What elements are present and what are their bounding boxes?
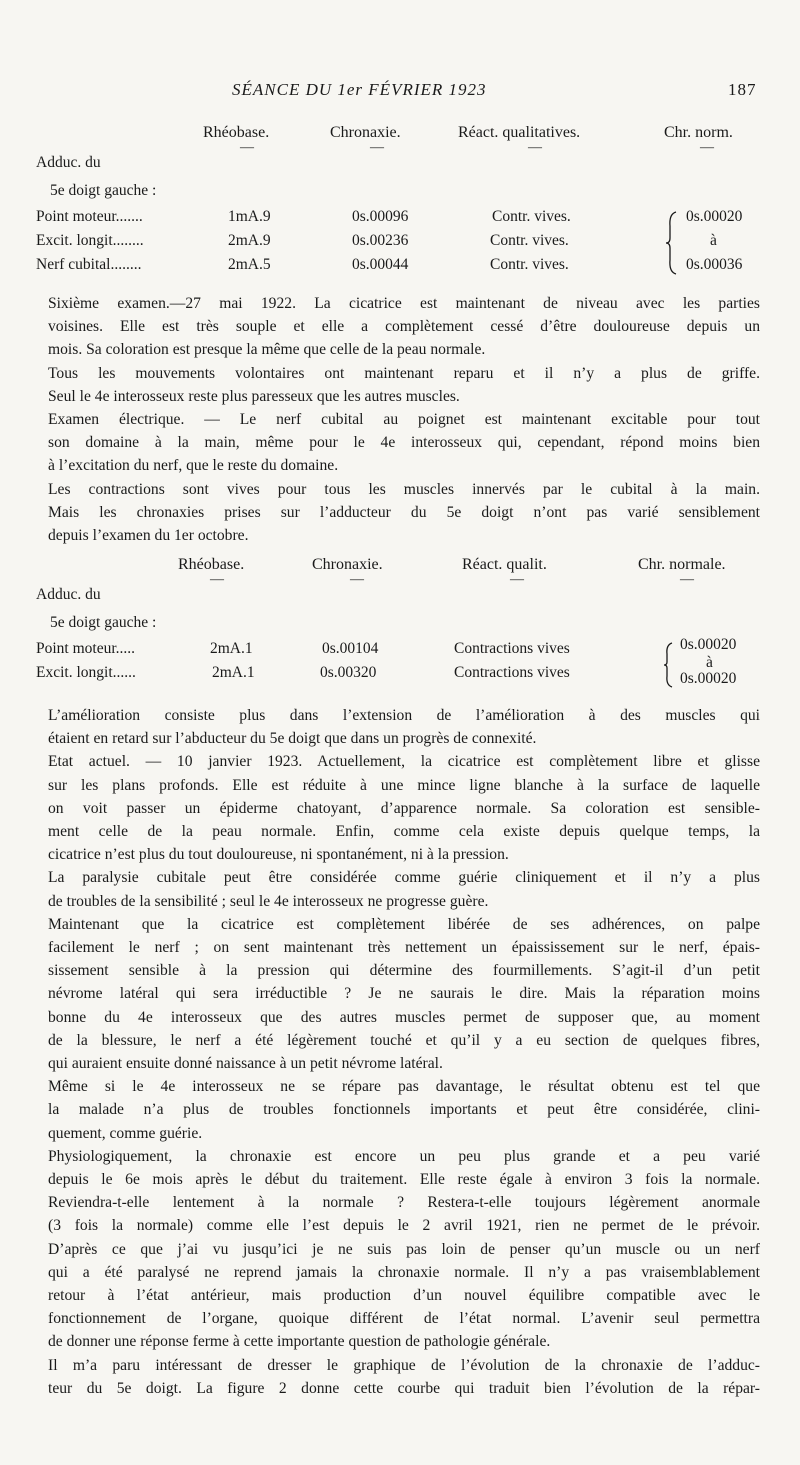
text-line: sissement sensible à la pression qui détermine des fourmillements. S’agit-il d’un petit xyxy=(48,962,760,980)
row-label: Point moteur..... xyxy=(36,640,136,657)
text-line: depuis le 6e mois après le début du traitement. Elle reste égale à environ 3 fois la normale. xyxy=(48,1170,760,1188)
text-line: névrome latéral qui sera irréductible ? Je ne saurais le dire. Mais la réparation moins xyxy=(48,985,760,1003)
cell-reaction: Contr. vives. xyxy=(492,208,571,225)
col-dash: — xyxy=(528,140,542,155)
col-header-rheobase: Rhéobase. xyxy=(178,556,245,573)
page-number: 187 xyxy=(728,80,757,99)
text-line: quement, comme guérie. xyxy=(48,1124,203,1142)
text-line: cicatrice n’est plus du tout douloureuse, ni spontanément, ni à la pression. xyxy=(48,846,509,864)
paragraph-maintenant xyxy=(48,913,760,1075)
text-line: Etat actuel. — 10 janvier 1923. Actuellement, la cicatrice est complètement libre et glisse xyxy=(48,753,760,771)
cell-reaction: Contractions vives xyxy=(454,640,570,657)
col-header-rheobase: Rhéobase. xyxy=(203,124,270,141)
col-header-reaction: Réact. qualitatives. xyxy=(458,124,581,141)
paragraph-examen-electrique xyxy=(48,408,760,478)
text-line: ment celle de la peau normale. Enfin, comme cela existe depuis quelque temps, la xyxy=(48,822,760,840)
col-dash: — xyxy=(680,572,694,587)
paragraph-graphique xyxy=(48,1354,760,1400)
text-line: teur du 5e doigt. La figure 2 donne cette courbe qui traduit bien l’évolution de la répar- xyxy=(48,1379,760,1397)
text-line: La paralysie cubitale peut être considérée comme guérie cliniquement et il n’y a plus xyxy=(48,869,760,887)
norm-mid: à xyxy=(706,654,713,671)
row-label: Point moteur....... xyxy=(36,208,143,225)
text-line: de la blessure, le nerf a été légèrement touché et qu’il y a eu section de quelques fibres, xyxy=(48,1031,760,1049)
row-label: Nerf cubital........ xyxy=(36,256,142,273)
text-line: Il m’a paru intéressant de dresser le graphique de l’évolution de la chronaxie de l’adduc- xyxy=(48,1356,760,1374)
paragraph-sixieme-examen xyxy=(48,292,760,362)
text-line: sur les plans profonds. Elle est réduite à une mince ligne blanche à la surface de laquelle xyxy=(48,776,760,794)
paragraph-amelioration xyxy=(48,704,760,750)
text-line: mois. Sa coloration est presque la même que celle de la peau normale. xyxy=(48,341,486,359)
col-header-norm: Chr. norm. xyxy=(664,124,733,141)
col-dash: — xyxy=(510,572,524,587)
text-line: retour à l’état antérieur, mais production d’un nouvel équilibre compatible avec le xyxy=(48,1286,760,1304)
row-group-label: 5e doigt gauche : xyxy=(50,614,157,631)
cell-chronaxie: 0s.00104 xyxy=(322,640,379,657)
norm-bottom: 0s.00036 xyxy=(686,256,743,273)
col-header-reaction: Réact. qualit. xyxy=(462,556,547,573)
text-line: Mais les chronaxies prises sur l’adducteur du 5e doigt n’ont pas varié sensiblement xyxy=(48,503,760,521)
col-dash: — xyxy=(700,140,714,155)
text-line: Examen électrique. — Le nerf cubital au poignet est maintenant excitable pour tout xyxy=(48,411,760,428)
row-group-label: Adduc. du xyxy=(36,154,101,171)
text-line: D’après ce que j’ai vu jusqu’ici je ne suis pas loin de penser qu’un muscle ou un nerf xyxy=(48,1240,760,1258)
text-line: de donner une réponse ferme à cette importante question de pathologie générale. xyxy=(48,1333,551,1351)
text-line: la malade n’a plus de troubles fonctionnels importants et peut être considérée, clini- xyxy=(48,1101,760,1119)
text-line: qui a été paralysé ne reprend jamais la chronaxie normale. Il n’y a pas vraisemblablement xyxy=(48,1263,760,1281)
norm-mid: à xyxy=(710,232,717,249)
paragraph-meme-si xyxy=(48,1075,760,1145)
col-header-chronaxie: Chronaxie. xyxy=(312,556,383,573)
cell-rheobase: 2mA.9 xyxy=(228,232,271,249)
text-line: facilement le nerf ; on sent maintenant très nettement un épaississement sur le nerf, épais- xyxy=(48,938,760,956)
brace-icon xyxy=(664,208,680,278)
text-line: Seul le 4e interosseux reste plus paresseux que les autres muscles. xyxy=(48,387,460,405)
cell-rheobase: 2mA.1 xyxy=(212,664,255,681)
text-line: à l’excitation du nerf, que le reste du domaine. xyxy=(48,457,339,475)
text-line: Sixième examen.—27 mai 1922. La cicatrice est maintenant de niveau avec les parties xyxy=(48,295,760,312)
cell-rheobase: 2mA.5 xyxy=(228,256,271,273)
col-dash: — xyxy=(350,572,364,587)
text-line: de troubles de la sensibilité ; seul le 4e interosseux ne progresse guère. xyxy=(48,892,489,910)
text-line: Reviendra-t-elle lentement à la normale ? Restera-t-elle toujours légèrement anormale xyxy=(48,1194,760,1212)
cell-chronaxie: 0s.00320 xyxy=(320,664,377,681)
col-dash: — xyxy=(240,140,254,155)
norm-top: 0s.00020 xyxy=(686,208,743,225)
text-line: étaient en retard sur l’abducteur du 5e doigt que dans un progrès de connexité. xyxy=(48,730,537,748)
row-label: Excit. longit........ xyxy=(36,232,144,249)
text-line: son domaine à la main, même pour le 4e interosseux qui, cependant, répond moins bien xyxy=(48,434,760,452)
text-line: on voit passer un épiderme chatoyant, d’apparence normale. Sa coloration est sensible- xyxy=(48,799,760,817)
text-line: fonctionnement de l’organe, quoique différent de l’état normal. L’avenir seul permettra xyxy=(48,1310,760,1328)
paragraph-paralysie xyxy=(48,866,760,912)
col-dash: — xyxy=(210,572,224,587)
col-header-norm: Chr. normale. xyxy=(638,556,726,573)
row-label: Excit. longit...... xyxy=(36,664,136,681)
brace-icon xyxy=(662,640,676,690)
paragraph-etat-actuel xyxy=(48,750,760,866)
paragraph-mouvements xyxy=(48,362,760,408)
text-line: (3 fois la normale) comme elle l’est depuis le 2 avril 1921, rien ne permet de le prévoir. xyxy=(48,1217,760,1235)
text-line: L’amélioration consiste plus dans l’extension de l’amélioration à des muscles qui xyxy=(48,707,760,724)
col-dash: — xyxy=(370,140,384,155)
paragraph-contractions xyxy=(48,478,760,548)
row-group-label: 5e doigt gauche : xyxy=(50,182,157,199)
cell-chronaxie: 0s.00096 xyxy=(352,208,409,225)
cell-rheobase: 2mA.1 xyxy=(210,640,253,657)
text-line: Tous les mouvements volontaires ont maintenant reparu et il n’y a plus de griffe. xyxy=(48,364,760,382)
cell-chronaxie: 0s.00044 xyxy=(352,256,409,273)
text-line: Les contractions sont vives pour tous les muscles innervés par le cubital à la main. xyxy=(48,480,760,498)
cell-reaction: Contr. vives. xyxy=(490,256,569,273)
text-line: depuis l’examen du 1er octobre. xyxy=(48,526,249,544)
text-line: bonne du 4e interosseux que des autres muscles permet de supposer que, au moment xyxy=(48,1008,760,1026)
text-line: Maintenant que la cicatrice est complètement libérée de ses adhérences, on palpe xyxy=(48,915,760,933)
row-group-label: Adduc. du xyxy=(36,586,101,603)
text-line: Physiologiquement, la chronaxie est encore un peu plus grande et a peu varié xyxy=(48,1147,760,1165)
text-line: Même si le 4e interosseux ne se répare pas davantage, le résultat obtenu est tel que xyxy=(48,1078,760,1096)
col-header-chronaxie: Chronaxie. xyxy=(330,124,401,141)
cell-chronaxie: 0s.00236 xyxy=(352,232,409,249)
running-header-title: SÉANCE DU 1er FÉVRIER 1923 xyxy=(232,80,487,99)
cell-reaction: Contractions vives xyxy=(454,664,570,681)
text-line: voisines. Elle est très souple et elle a complètement cessé d’être douloureuse depuis un xyxy=(48,318,760,336)
cell-rheobase: 1mA.9 xyxy=(228,208,271,225)
cell-reaction: Contr. vives. xyxy=(490,232,569,249)
paragraph-physiologiquement xyxy=(48,1145,760,1354)
text-line: qui auraient ensuite donné naissance à un petit névrome latéral. xyxy=(48,1054,443,1072)
norm-top: 0s.00020 xyxy=(680,636,737,653)
norm-bottom: 0s.00020 xyxy=(680,670,737,687)
